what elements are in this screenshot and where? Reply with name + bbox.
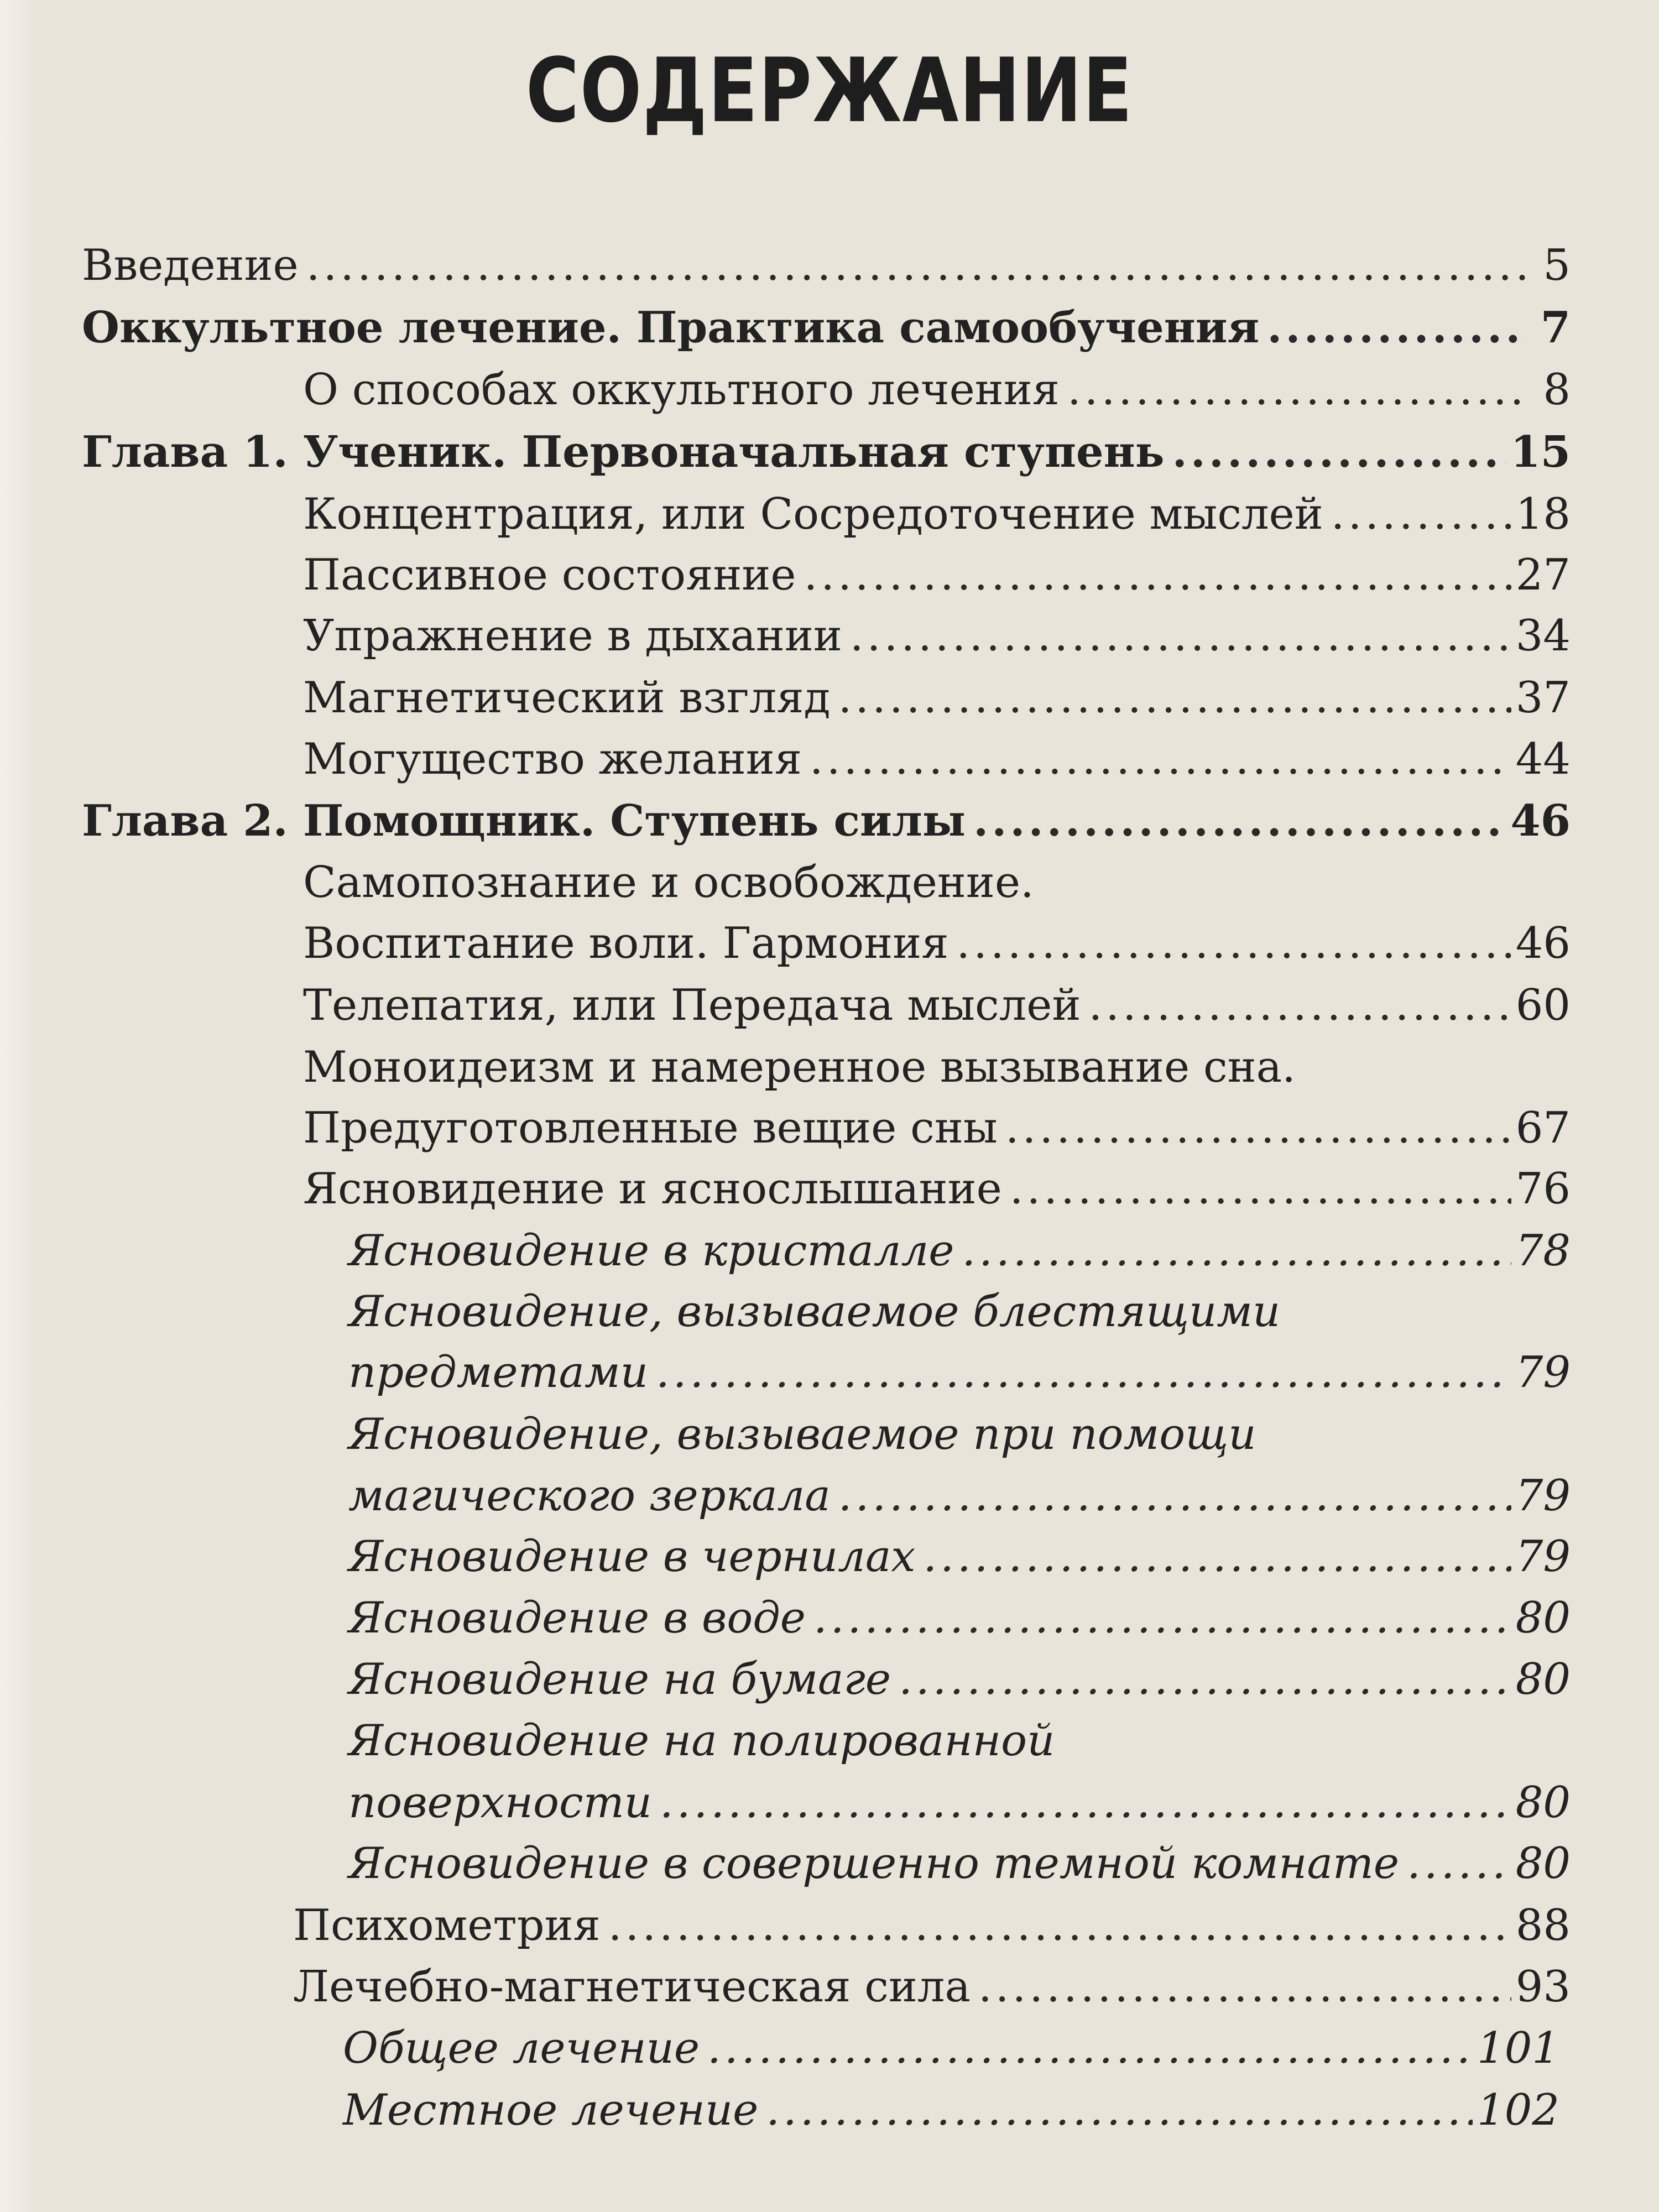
toc-entry xyxy=(348,1529,1571,1584)
toc-entry-page: 18 xyxy=(1515,489,1571,539)
toc-entry xyxy=(348,1652,1571,1707)
leader-dots xyxy=(838,1468,1511,1524)
toc-entry xyxy=(303,487,1571,542)
toc-entry-line xyxy=(348,1284,1280,1339)
toc-entry-text: Телепатия, или Передача мыслей xyxy=(303,980,1081,1030)
leader-dots xyxy=(978,1959,1511,2015)
toc-entry-text: Лечебно-магнетическая сила xyxy=(293,1962,971,2012)
toc-entry-text: Ясновидение в совершенно темной комнате xyxy=(348,1839,1400,1888)
toc-entry-text: Введение xyxy=(82,241,299,290)
toc-entry-text: Общее лечение xyxy=(343,2023,700,2073)
toc-entry xyxy=(303,978,1571,1033)
toc-entry-text: Ясновидение в чернилах xyxy=(348,1532,916,1582)
toc-entry xyxy=(303,916,1571,971)
toc-entry xyxy=(82,300,1571,356)
toc-entry xyxy=(82,238,1571,293)
toc-entry-page: 34 xyxy=(1515,611,1571,661)
toc-entry-page: 79 xyxy=(1515,1532,1571,1582)
toc-entry-page: 93 xyxy=(1515,1962,1571,2012)
toc-entry-text: предметами xyxy=(348,1348,648,1397)
toc-entry-text: Психометрия xyxy=(293,1901,601,1950)
leader-dots xyxy=(707,2021,1473,2076)
toc-entry-text: Ясновидение на бумаге xyxy=(348,1655,891,1704)
toc-entry-line xyxy=(303,1040,1296,1095)
leader-dots xyxy=(660,1775,1511,1830)
leader-dots xyxy=(656,1345,1511,1400)
toc-entry-text: магического зеркала xyxy=(348,1471,831,1521)
toc-entry xyxy=(348,1223,1571,1279)
toc-entry-text: Оккультное лечение. Практика самообучения xyxy=(82,302,1260,353)
leader-dots xyxy=(1010,1161,1511,1217)
leader-dots xyxy=(1005,1100,1511,1156)
toc-entry-page: 102 xyxy=(1477,2085,1559,2135)
toc-entry-page: 80 xyxy=(1515,1778,1571,1828)
toc-entry-text: поверхности xyxy=(348,1778,652,1828)
toc-entry-text: Магнетический взгляд xyxy=(303,673,831,723)
toc-entry-text: Ясновидение в воде xyxy=(348,1593,806,1643)
toc-entry-line xyxy=(348,1407,1256,1462)
toc-entry-text: Самопознание и освобождение. xyxy=(303,858,1034,907)
toc-entry xyxy=(82,794,1571,849)
toc-entry-line xyxy=(303,855,1034,910)
leader-dots xyxy=(608,1898,1511,1953)
toc-entry-text: Ясновидение в кристалле xyxy=(348,1226,954,1276)
toc-entry-page: 46 xyxy=(1515,919,1571,968)
toc-entry xyxy=(303,362,1571,418)
leader-dots xyxy=(1172,425,1506,480)
leader-dots xyxy=(810,732,1511,787)
toc-entry-page: 88 xyxy=(1515,1901,1571,1950)
leader-dots xyxy=(850,608,1511,664)
leader-dots xyxy=(813,1590,1511,1646)
toc-entry xyxy=(303,732,1571,787)
toc-entry-text: Пассивное состояние xyxy=(303,550,796,600)
toc-entry-text: Глава 1. Ученик. Первоначальная ступень xyxy=(82,427,1165,477)
toc-entry xyxy=(348,1345,1571,1400)
toc-entry-page: 44 xyxy=(1515,734,1571,784)
toc-entry-text: Концентрация, или Сосредоточение мыслей xyxy=(303,489,1323,539)
toc-entry-text: Ясновидение на полированной xyxy=(348,1716,1055,1766)
toc-title: СОДЕРЖАНИЕ xyxy=(525,39,1134,142)
leader-dots xyxy=(1088,978,1511,1033)
leader-dots xyxy=(1067,362,1527,418)
toc-entry xyxy=(293,1959,1571,2015)
leader-dots xyxy=(1267,300,1527,356)
toc-entry-line xyxy=(348,1713,1055,1768)
toc-entry-text: Упражнение в дыхании xyxy=(303,611,842,661)
toc-entry-page: 80 xyxy=(1515,1593,1571,1643)
toc-entry-page: 80 xyxy=(1515,1839,1571,1888)
toc-entry-page: 37 xyxy=(1515,673,1571,723)
toc-entry-text: Предуготовленные вещие сны xyxy=(303,1103,998,1153)
toc-entry-page: 60 xyxy=(1515,980,1571,1030)
toc-entry-text: Ясновидение и яснослышание xyxy=(303,1164,1002,1214)
toc-entry xyxy=(348,1775,1571,1830)
toc-entry-page: 46 xyxy=(1510,796,1571,846)
leader-dots xyxy=(306,238,1527,293)
toc-entry-page: 67 xyxy=(1515,1103,1571,1153)
leader-dots xyxy=(962,1223,1511,1279)
toc-entry-text: Глава 2. Помощник. Ступень силы xyxy=(82,796,966,846)
toc-entry xyxy=(82,425,1571,480)
leader-dots xyxy=(956,916,1511,971)
toc-entry xyxy=(303,1100,1571,1156)
toc-entry-page: 15 xyxy=(1510,427,1571,477)
toc-entry-page: 78 xyxy=(1515,1226,1571,1276)
toc-entry-text: Ясновидение, вызываемое при помощи xyxy=(348,1410,1256,1459)
leader-dots xyxy=(923,1529,1511,1584)
toc-entry-page: 79 xyxy=(1515,1471,1571,1521)
toc-entry xyxy=(343,2021,1559,2076)
toc-entry-page: 76 xyxy=(1515,1164,1571,1214)
toc-entry-text: Ясновидение, вызываемое блестящими xyxy=(348,1287,1281,1337)
toc-entry xyxy=(303,670,1571,726)
toc-entry xyxy=(303,608,1571,664)
toc-entry-page: 80 xyxy=(1515,1655,1571,1704)
toc-entry xyxy=(348,1468,1571,1524)
toc-entry-text: Моноидеизм и намеренное вызывание сна. xyxy=(303,1042,1296,1092)
leader-dots xyxy=(804,547,1511,603)
toc-entry xyxy=(343,2083,1559,2138)
toc-entry xyxy=(348,1590,1571,1646)
leader-dots xyxy=(973,794,1506,849)
toc-entry xyxy=(303,547,1571,603)
leader-dots xyxy=(838,670,1511,726)
toc-entry-page: 27 xyxy=(1515,550,1571,600)
toc-entry xyxy=(348,1836,1571,1891)
toc-entry xyxy=(293,1898,1571,1953)
leader-dots xyxy=(1331,487,1511,542)
leader-dots xyxy=(766,2083,1473,2138)
toc-entry-page: 101 xyxy=(1477,2023,1559,2073)
toc-entry xyxy=(303,1161,1571,1217)
toc-entry-page: 7 xyxy=(1540,302,1571,353)
toc-entry-page: 5 xyxy=(1543,241,1571,290)
toc-entry-page: 79 xyxy=(1515,1348,1571,1397)
toc-entry-text: Могущество желания xyxy=(303,734,802,784)
toc-entry-text: О способах оккультного лечения xyxy=(303,365,1060,415)
leader-dots xyxy=(1407,1836,1511,1891)
toc-entry-text: Воспитание воли. Гармония xyxy=(303,919,949,968)
toc-entry-page: 8 xyxy=(1543,365,1571,415)
toc-entry-text: Местное лечение xyxy=(343,2085,759,2135)
leader-dots xyxy=(899,1652,1511,1707)
